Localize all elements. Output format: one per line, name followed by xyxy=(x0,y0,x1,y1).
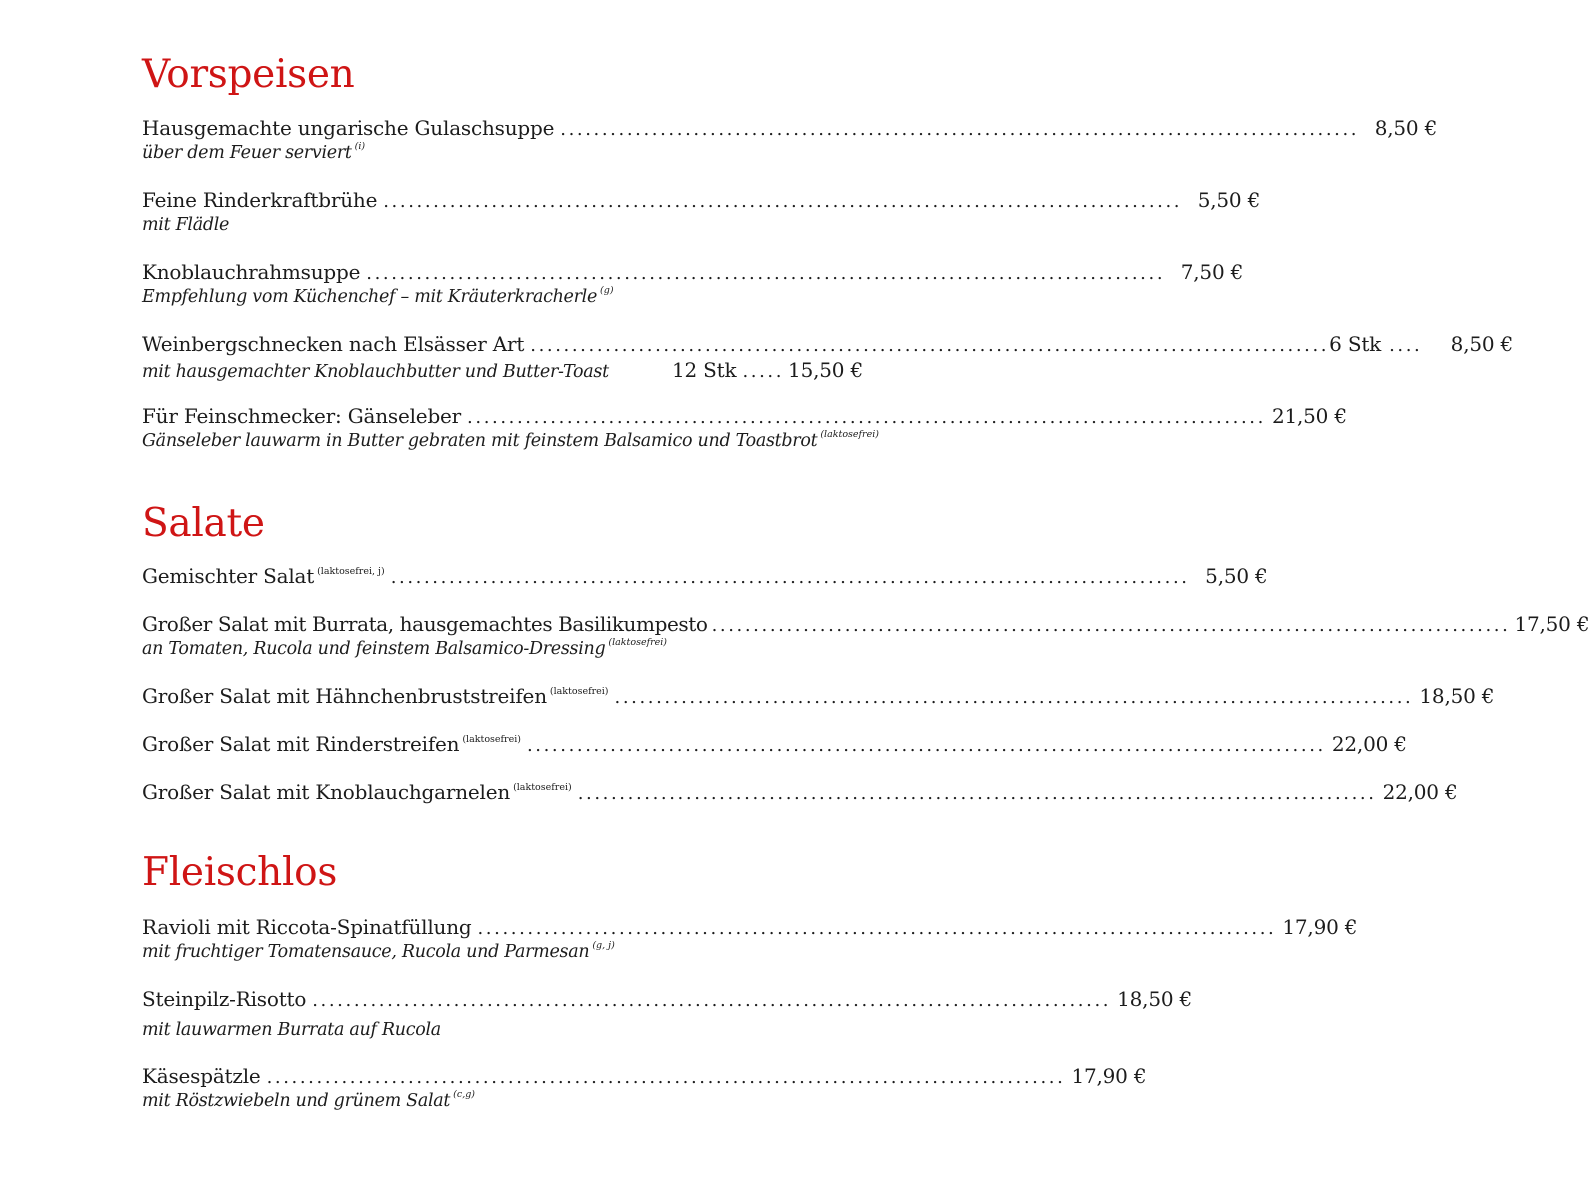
item-price: 5,50 € xyxy=(1197,188,1261,212)
dot-leader: ................................................................................................ xyxy=(477,918,1277,939)
item-note: (g, j) xyxy=(592,940,615,951)
item-name: Knoblauchrahmsuppe xyxy=(142,260,361,284)
item-price: 17,90 € xyxy=(1071,1064,1147,1088)
dot-leader: ................................................................................................ xyxy=(526,735,1326,756)
item-name: Für Feinschmecker: Gänseleber xyxy=(142,404,462,428)
dot-leader: .... xyxy=(1389,335,1423,356)
item-name: Käsespätzle xyxy=(142,1064,261,1088)
dot-leader: ................................................................................................ xyxy=(467,407,1266,428)
dot-leader: ................................................................................................ xyxy=(577,783,1377,804)
dot-leader: ..... xyxy=(742,361,785,382)
item-description: mit fruchtiger Tomatensauce, Rucola und Parmesan $^{(g, j)}$ xyxy=(142,940,615,962)
dot-leader: ................................................................................................ xyxy=(383,191,1183,212)
item-price: 22,00 € xyxy=(1331,732,1407,756)
menu-item-kaesespaetzle xyxy=(142,1064,1147,1112)
dot-leader: ................................................................................................ xyxy=(530,335,1330,356)
section-title-fleischlos: Fleischlos xyxy=(142,850,338,895)
item-note: (i) xyxy=(354,141,366,152)
item-name: Steinpilz-Risotto xyxy=(142,987,307,1011)
item-price: 22,00 € xyxy=(1382,780,1458,804)
menu-item-ravioli xyxy=(142,915,1358,963)
item-description: Gänseleber lauwarm in Butter gebraten mit feinstem Balsamico und Toastbrot $^{(laktosefrei)}$ xyxy=(142,429,879,451)
item-price: 17,50 € xyxy=(1514,612,1589,636)
section-title-salate: Salate xyxy=(142,501,265,546)
menu-item-steinpilz-risotto xyxy=(142,987,1193,1041)
menu-item-rinderkraftbruehe xyxy=(142,188,1261,236)
item-name: Großer Salat mit Rinderstreifen $^{(laktosefrei)}$ xyxy=(142,732,521,756)
item-quantity: 12 Stk xyxy=(671,358,737,382)
menu-item-salat-haehnchen xyxy=(142,684,1495,710)
item-description: Empfehlung vom Küchenchef – mit Kräuterkracherle $^{(g)}$ xyxy=(142,285,614,307)
dot-leader: ................................................................................................ xyxy=(390,567,1190,588)
item-description: mit lauwarmen Burrata auf Rucola xyxy=(142,1020,441,1040)
dot-leader: ................................................................................................ xyxy=(560,119,1360,140)
item-note: (g) xyxy=(600,285,614,296)
dot-leader: ................................................................................................ xyxy=(312,990,1112,1011)
item-price: 17,90 € xyxy=(1282,915,1358,939)
item-price: 15,50 € xyxy=(788,358,863,382)
menu-item-salat-rinderstreifen xyxy=(142,732,1407,758)
item-description: an Tomaten, Rucola und feinstem Balsamico-Dressing $^{(laktosefrei)}$ xyxy=(142,637,667,659)
item-price: 21,50 € xyxy=(1271,404,1347,428)
menu-item-weinbergschnecken xyxy=(142,332,1514,383)
item-note: (laktosefrei, j) xyxy=(317,566,385,577)
dot-leader: ................................................................................................ xyxy=(614,687,1414,708)
menu-item-knoblauchrahmsuppe xyxy=(142,260,1244,308)
item-name: Großer Salat mit Hähnchenbruststreifen $^{(laktosefrei)}$ xyxy=(142,684,609,708)
menu-item-salat-burrata xyxy=(142,612,1589,660)
menu-item-gulaschsuppe xyxy=(142,116,1438,164)
section-title-vorspeisen: Vorspeisen xyxy=(142,52,355,97)
item-note: (laktosefrei) xyxy=(820,429,879,440)
item-price: 8,50 € xyxy=(1450,332,1514,356)
dot-leader: ................................................................................................ xyxy=(711,615,1511,636)
item-name: Ravioli mit Riccota-Spinatfüllung xyxy=(142,915,472,939)
item-note: (laktosefrei) xyxy=(462,734,521,745)
dot-leader: ................................................................................................ xyxy=(366,263,1166,284)
item-name: Feine Rinderkraftbrühe xyxy=(142,188,378,212)
item-description: mit hausgemachter Knoblauchbutter und Butter-Toast xyxy=(142,362,609,382)
item-name: Hausgemachte ungarische Gulaschsuppe xyxy=(142,116,555,140)
item-price: 5,50 € xyxy=(1205,564,1268,588)
item-note: (laktosefrei) xyxy=(549,686,609,697)
item-name: Großer Salat mit Knoblauchgarnelen $^{(laktosefrei)}$ xyxy=(142,780,572,804)
item-description: über dem Feuer serviert $^{(i)}$ xyxy=(142,141,366,163)
item-note: (c,g) xyxy=(453,1089,476,1100)
item-name: Großer Salat mit Burrata, hausgemachtes Basilikumpesto xyxy=(142,612,708,636)
item-description: mit Flädle xyxy=(142,215,230,235)
menu-item-gaenseleber xyxy=(142,404,1347,452)
item-description: mit Röstzwiebeln und grünem Salat $^{(c,g)}$ xyxy=(142,1089,476,1111)
item-price: 7,50 € xyxy=(1180,260,1244,284)
item-note: (laktosefrei) xyxy=(608,637,667,648)
item-price: 18,50 € xyxy=(1419,684,1495,708)
menu-item-salat-knoblauchgarnelen xyxy=(142,780,1458,806)
item-price: 18,50 € xyxy=(1117,987,1193,1011)
item-quantity: 6 Stk xyxy=(1329,332,1382,356)
item-name: Weinbergschnecken nach Elsässer Art xyxy=(142,332,525,356)
item-note: (laktosefrei) xyxy=(513,782,572,793)
item-price: 8,50 € xyxy=(1374,116,1438,140)
item-name: Gemischter Salat $^{(laktosefrei, j)}$ xyxy=(142,564,385,588)
dot-leader: ................................................................................................ xyxy=(266,1067,1066,1088)
menu-item-gemischter-salat xyxy=(142,564,1268,590)
